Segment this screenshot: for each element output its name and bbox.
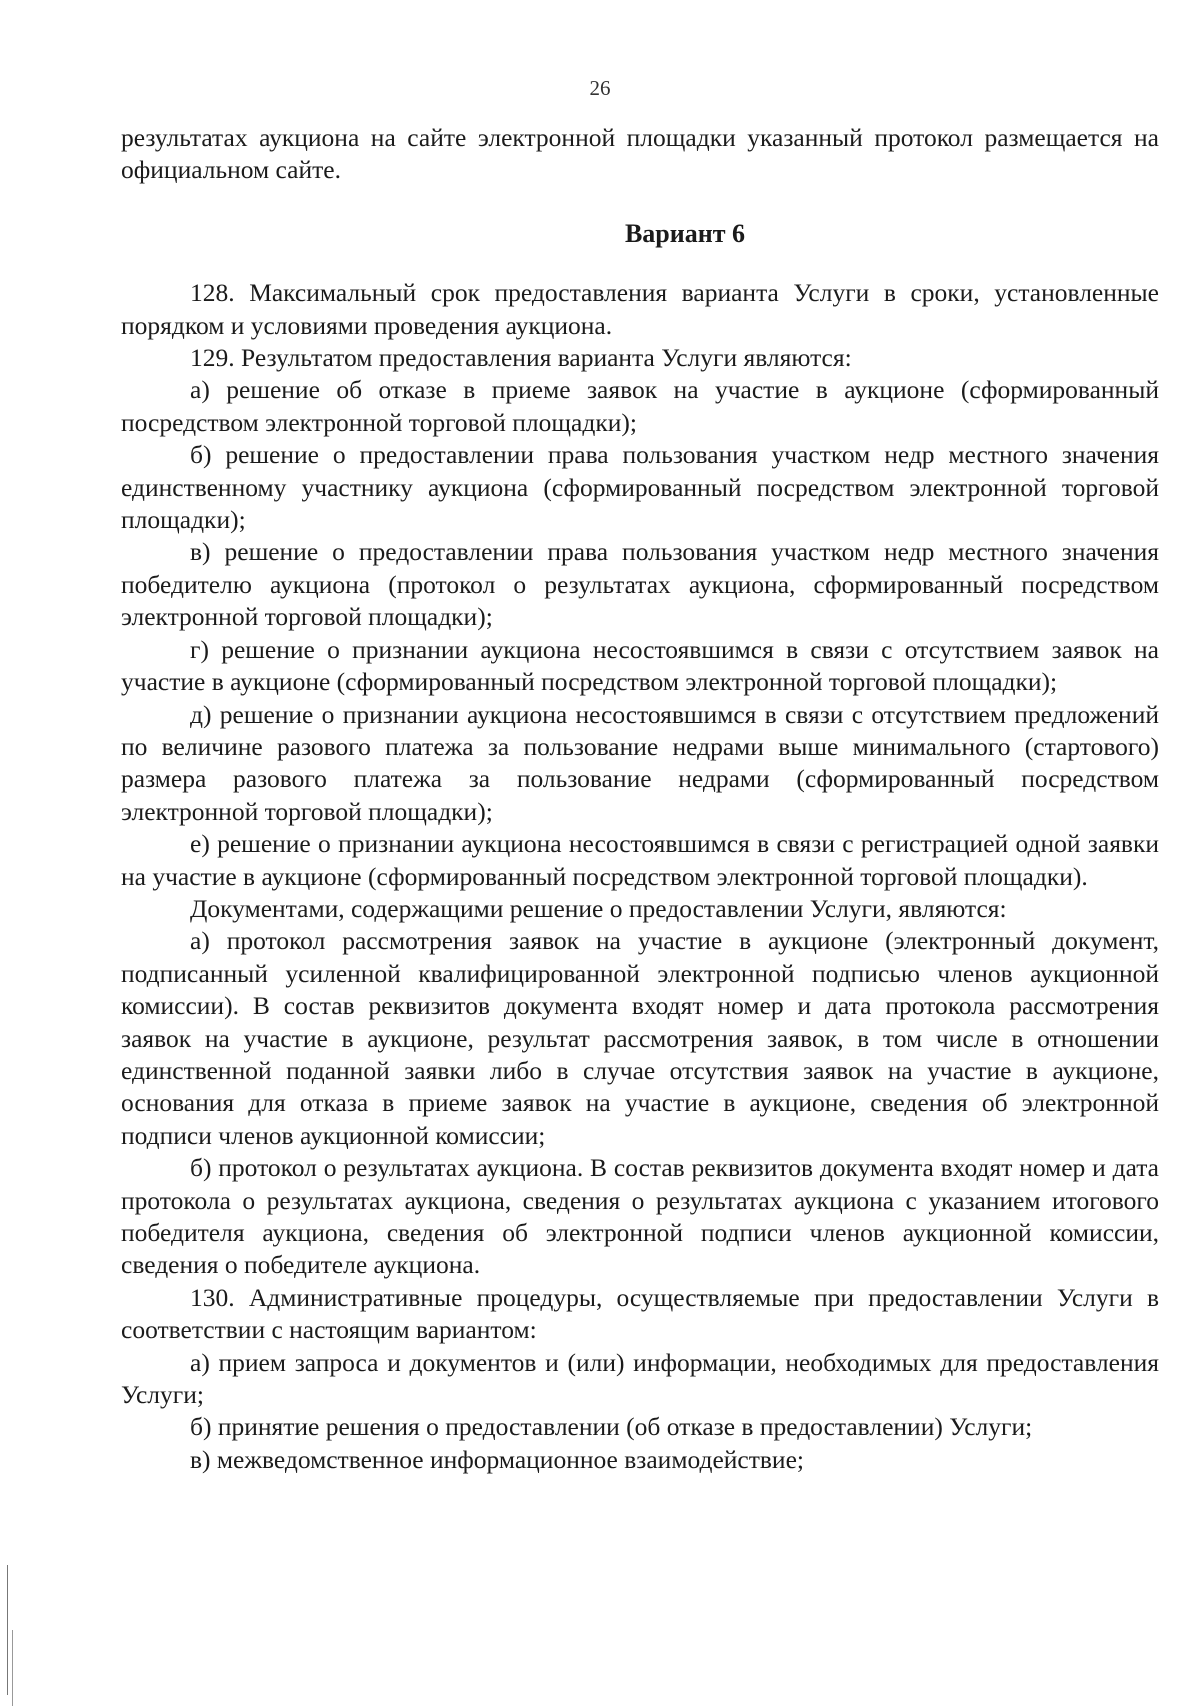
scan-edge-line — [12, 1630, 13, 1706]
procedure-item-v: в) межведомственное информационное взаимодействие; — [190, 1444, 804, 1474]
list-item-v: в) решение о предоставлении права пользования участком недр местного значения победителю аукциона (протокол о результатах аукциона, сформированный посредством электронной торговой площадки); — [121, 537, 1159, 632]
paragraph-continuation: результатах аукциона на сайте электронной площадки указанный протокол размещается на официальном сайте. — [121, 123, 1159, 185]
page-number: 26 — [589, 76, 611, 100]
paragraph-documents: Документами, содержащими решение о предоставлении Услуги, являются: — [190, 893, 1007, 923]
list-item-e: е) решение о признании аукциона несостоявшимся в связи с регистрацией одной заявки на участие в аукционе (сформированный посредством электронной торговой площадки). — [121, 829, 1159, 891]
paragraph-129: 129. Результатом предоставления варианта Услуги являются: — [190, 343, 852, 373]
section-heading: Вариант 6 — [624, 218, 746, 248]
paragraph-130: 130. Административные процедуры, осуществляемые при предоставлении Услуги в соответствии с настоящим вариантом: — [121, 1282, 1159, 1345]
list-item-g: г) решение о признании аукциона несостоявшимся в связи с отсутствием заявок на участие в аукционе (сформированный посредством электронной торговой площадки); — [121, 634, 1159, 697]
scan-edge-line — [7, 1565, 8, 1695]
list-item-a: а) решение об отказе в приеме заявок на участие в аукционе (сформированный посредством электронной торговой площадки); — [121, 375, 1159, 437]
documents-item-b: б) протокол о результатах аукциона. В состав реквизитов документа входят номер и дата протокола о результатах аукциона, сведения о результатах аукциона с указанием итогового победителя аукциона, сведения об электронной подписи членов аукционной комиссии, сведения о победителе аукциона. — [121, 1153, 1159, 1280]
paragraph-128: 128. Максимальный срок предоставления варианта Услуги в сроки, установленные порядком и условиями проведения аукциона. — [121, 278, 1159, 340]
procedure-item-a: а) прием запроса и документов и (или) информации, необходимых для предоставления Услуги; — [121, 1347, 1159, 1410]
documents-item-a: а) протокол рассмотрения заявок на участие в аукционе (электронный документ, подписанный усиленной квалифицированной электронной подписью членов аукционной комиссии). В состав реквизитов документа входят номер и дата протокола рассмотрения заявок на участие в аукционе, результат рассмотрения заявок, в том числе в отношении единственной поданной заявки либо в случае отсутствия заявок на участие в аукционе, основания для отказа в приеме заявок на участие в аукционе, сведения об электронной подписи членов аукционной комиссии; — [121, 926, 1159, 1150]
document-body — [121, 122, 1159, 1476]
list-item-b: б) решение о предоставлении права пользования участком недр местного значения единственному участнику аукциона (сформированный посредством электронной торговой площадки); — [121, 440, 1159, 535]
procedure-item-b: б) принятие решения о предоставлении (об отказе в предоставлении) Услуги; — [190, 1412, 1033, 1442]
list-item-d: д) решение о признании аукциона несостоявшимся в связи с отсутствием предложений по величине разового платежа за пользование недрами выше минимального (стартового) размера разового платежа за пользование недрами (сформированный посредством электронной торговой площадки); — [121, 699, 1159, 826]
